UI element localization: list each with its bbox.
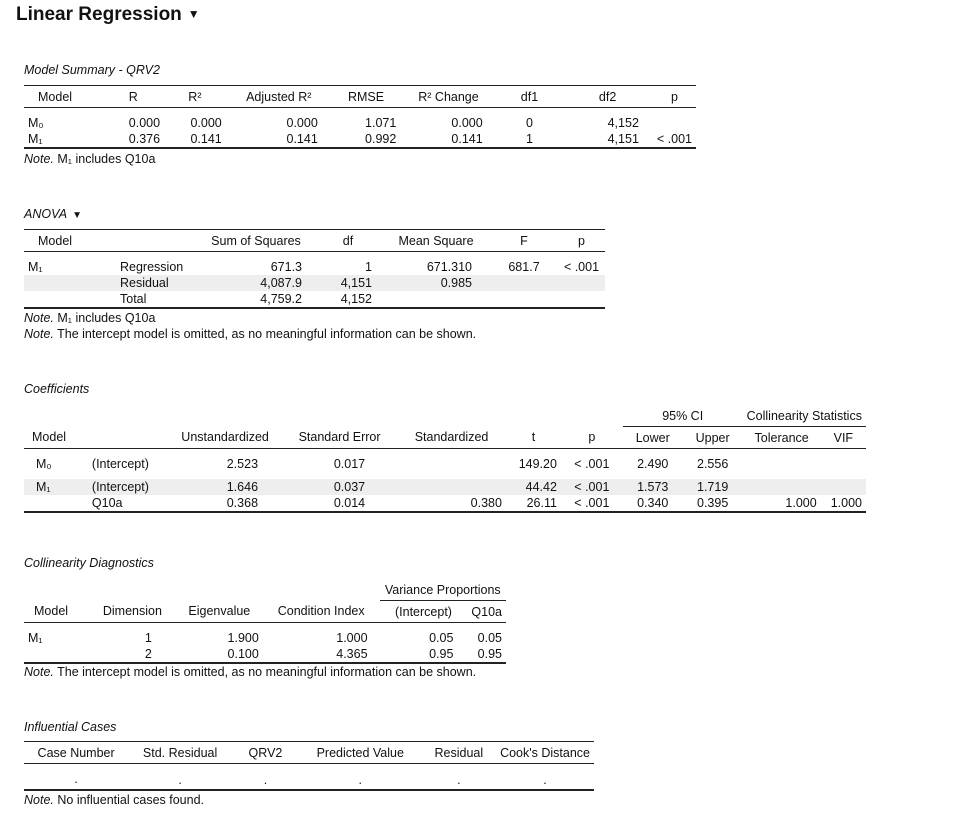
- cell-t: 26.11: [526, 496, 557, 510]
- cell-tolerance: 1.000: [785, 496, 817, 510]
- model-summary-title: Model Summary - QRV2: [24, 63, 160, 77]
- col-header-term: [88, 427, 168, 449]
- coefficients-table: [24, 405, 866, 513]
- cell-tolerance: [743, 479, 821, 495]
- influential-note: [24, 793, 204, 807]
- anova-note-2: [24, 327, 476, 341]
- note-text: No influential cases found.: [57, 793, 204, 807]
- cell-adj-r2: 0.000: [286, 116, 318, 130]
- cell-r2-change: 0.141: [451, 132, 483, 146]
- collinearity-note: [24, 665, 476, 679]
- cell-p: < .001: [563, 260, 600, 274]
- cell-p: [653, 115, 696, 131]
- note-label: Note.: [24, 311, 54, 325]
- col-header-qrv2: QRV2: [248, 745, 283, 760]
- col-header-p: p: [578, 233, 585, 248]
- col-header-r: R: [128, 89, 138, 104]
- cell-vp-q10a: 0.05: [477, 631, 502, 645]
- table-row: [24, 131, 696, 148]
- col-header-f: F: [520, 233, 528, 248]
- cell-case-number: .: [74, 772, 78, 786]
- cell-vif: [821, 479, 866, 495]
- cell-upper: 0.395: [697, 496, 729, 510]
- cell-p: < .001: [656, 132, 692, 146]
- cell-f: [490, 291, 558, 308]
- cell-ms: 0.985: [382, 275, 490, 291]
- cell-term: (Intercept): [91, 457, 149, 471]
- cell-qrv2: .: [263, 773, 268, 787]
- col-header-t: t: [531, 430, 536, 445]
- col-header-intercept: (Intercept): [394, 604, 452, 619]
- influential-table: [24, 741, 594, 791]
- cell-unstd: 1.646: [168, 479, 282, 495]
- cell-condition-index: 4.365: [336, 647, 368, 661]
- cell-std: 0.380: [470, 496, 502, 510]
- model-summary-table: [24, 85, 696, 149]
- cell-df: 4,152: [340, 292, 372, 306]
- cell-p: < .001: [561, 479, 623, 495]
- cell-se: 0.017: [333, 457, 366, 471]
- col-header-model: Model: [38, 89, 73, 104]
- cell-model: M₁: [28, 260, 43, 274]
- cell-lower: 1.573: [623, 479, 683, 495]
- table-row: [24, 275, 605, 291]
- cell-model: M₁: [24, 479, 88, 495]
- col-header-p: p: [670, 89, 678, 104]
- table-row: [24, 456, 866, 472]
- cell-ss: 4,759.2: [260, 292, 302, 306]
- cell-vp-intercept: 0.95: [429, 647, 454, 661]
- anova-toggle-icon[interactable]: ▼: [72, 210, 82, 221]
- cell-p: < .001: [574, 457, 610, 471]
- table-row: [24, 630, 506, 646]
- cell-t: 149.20: [518, 457, 557, 471]
- cell-model: M₀: [36, 457, 52, 471]
- cell-rmse: 0.992: [365, 132, 397, 146]
- cell-tolerance: [743, 456, 821, 472]
- cell-dimension: 1: [144, 631, 152, 645]
- cell-std: [397, 456, 506, 472]
- cell-r: 0.376: [128, 132, 161, 146]
- col-header-model: Model: [32, 430, 67, 445]
- note-label: Note.: [24, 793, 54, 807]
- cell-ms: [382, 291, 490, 308]
- col-header-adj-r2: Adjusted R²: [246, 89, 312, 104]
- cell-eigenvalue: 1.900: [227, 631, 259, 645]
- col-header-q10a: Q10a: [471, 604, 502, 619]
- group-header-collinearity: Collinearity Statistics: [743, 405, 866, 427]
- cell-term: (Intercept): [88, 479, 168, 495]
- cell-lower: 0.340: [637, 496, 669, 510]
- note-label: Note.: [24, 327, 54, 341]
- group-header-95ci: 95% CI: [623, 405, 743, 427]
- col-header-term: [106, 230, 198, 252]
- cell-p: < .001: [574, 496, 610, 510]
- collapse-toggle-icon[interactable]: ▼: [187, 7, 200, 21]
- table-row: [24, 115, 696, 131]
- note-label: Note.: [24, 665, 54, 679]
- cell-se: 0.014: [333, 496, 366, 510]
- cell-model: M₁: [28, 631, 43, 645]
- cell-r2-change: 0.000: [451, 116, 483, 130]
- cell-std-residual: .: [178, 773, 182, 787]
- col-header-standardized: Standardized: [414, 430, 489, 445]
- cell-unstd: 0.368: [226, 496, 259, 510]
- anova-note-1: [24, 311, 155, 325]
- model-summary-note: [24, 152, 155, 166]
- collinearity-title: Collinearity Diagnostics: [24, 556, 154, 570]
- col-header-cooks-distance: Cook's Distance: [500, 745, 590, 760]
- cell-unstd: 2.523: [226, 457, 259, 471]
- cell-r: 0.000: [128, 116, 161, 130]
- col-header-predicted-value: Predicted Value: [316, 745, 404, 760]
- note-text: The intercept model is omitted, as no meaningful information can be shown.: [57, 665, 477, 679]
- col-header-rmse: RMSE: [347, 89, 385, 104]
- anova-title-text: ANOVA: [24, 207, 68, 221]
- cell-vif: [821, 456, 866, 472]
- anova-table: [24, 229, 605, 309]
- cell-r2: 0.141: [190, 132, 222, 146]
- col-header-std-residual: Std. Residual: [142, 745, 218, 760]
- group-header-variance-proportions: Variance Proportions: [380, 579, 506, 601]
- col-header-mean-square: Mean Square: [398, 233, 474, 248]
- cell-predicted-value: .: [358, 773, 362, 787]
- cell-df2: 4,151: [607, 132, 639, 146]
- note-text: M₁ includes Q10a: [57, 152, 156, 166]
- cell-ss: 671.3: [270, 260, 302, 274]
- influential-title: Influential Cases: [24, 720, 117, 734]
- cell-df1: 0: [526, 116, 533, 130]
- cell-upper: 2.556: [697, 457, 729, 471]
- table-row: [24, 771, 594, 790]
- cell-eigenvalue: 0.100: [227, 647, 259, 661]
- cell-df: 1: [365, 260, 372, 274]
- cell-p: [558, 275, 605, 291]
- col-header-r2-change: R² Change: [418, 89, 479, 104]
- col-header-dimension: Dimension: [102, 604, 162, 619]
- cell-adj-r2: 0.141: [286, 132, 318, 146]
- cell-df2: 4,152: [607, 116, 639, 130]
- table-row: [24, 259, 605, 275]
- anova-title: [24, 207, 82, 221]
- note-text: The intercept model is omitted, as no meaningful information can be shown.: [57, 327, 477, 341]
- col-header-model: Model: [38, 233, 73, 248]
- cell-term: Residual: [106, 275, 198, 291]
- table-row: [24, 291, 605, 308]
- col-header-upper: Upper: [695, 430, 730, 445]
- cell-cooks-distance: .: [543, 773, 547, 787]
- collinearity-table: [24, 579, 506, 664]
- cell-vp-q10a: 0.95: [477, 647, 502, 661]
- col-header-model: Model: [34, 604, 69, 619]
- coefficients-title: Coefficients: [24, 382, 90, 396]
- cell-f: 681.7: [508, 260, 540, 274]
- cell-df1: 1: [526, 132, 533, 146]
- note-text: M₁ includes Q10a: [57, 311, 156, 325]
- cell-rmse: 1.071: [365, 116, 397, 130]
- col-header-condition-index: Condition Index: [277, 604, 365, 619]
- cell-condition-index: 1.000: [336, 631, 368, 645]
- cell-vif: 1.000: [830, 496, 862, 510]
- col-header-sum-squares: Sum of Squares: [211, 233, 301, 248]
- table-row: [24, 479, 866, 495]
- cell-se: 0.037: [282, 479, 397, 495]
- cell-f: [490, 275, 558, 291]
- col-header-df1: df1: [520, 89, 539, 104]
- col-header-df2: df2: [598, 89, 617, 104]
- cell-lower: 2.490: [637, 457, 669, 471]
- cell-term: Regression: [120, 260, 184, 274]
- cell-residual: .: [457, 773, 461, 787]
- col-header-vif: VIF: [833, 430, 854, 445]
- col-header-r2: R²: [188, 89, 202, 104]
- cell-dimension: 2: [144, 647, 152, 661]
- cell-r2: 0.000: [190, 116, 222, 130]
- col-header-lower: Lower: [635, 430, 670, 445]
- cell-ss: 4,087.9: [198, 275, 314, 291]
- table-row: [24, 646, 506, 663]
- cell-ms: 671.310: [426, 260, 472, 274]
- cell-model: M₁: [28, 132, 43, 146]
- note-label: Note.: [24, 152, 54, 166]
- cell-upper: 1.719: [683, 479, 743, 495]
- col-header-df: df: [342, 233, 354, 248]
- cell-vp-intercept: 0.05: [429, 631, 454, 645]
- col-header-standard-error: Standard Error: [298, 430, 381, 445]
- col-header-unstandardized: Unstandardized: [181, 430, 269, 445]
- table-row: [24, 495, 866, 512]
- col-header-tolerance: Tolerance: [754, 430, 809, 445]
- col-header-eigenvalue: Eigenvalue: [188, 604, 251, 619]
- cell-std: [397, 479, 506, 495]
- cell-term: Total: [120, 292, 147, 306]
- cell-t: 44.42: [506, 479, 561, 495]
- cell-df: 4,151: [314, 275, 382, 291]
- cell-p: [558, 291, 605, 308]
- page-title: [16, 4, 200, 26]
- cell-model: M₀: [28, 116, 44, 130]
- cell-term: Q10a: [91, 496, 123, 510]
- cell-model: [24, 495, 88, 512]
- col-header-case-number: Case Number: [37, 745, 115, 760]
- col-header-p: p: [588, 430, 596, 445]
- page-title-text: Linear Regression: [16, 4, 182, 25]
- col-header-residual: Residual: [434, 745, 484, 760]
